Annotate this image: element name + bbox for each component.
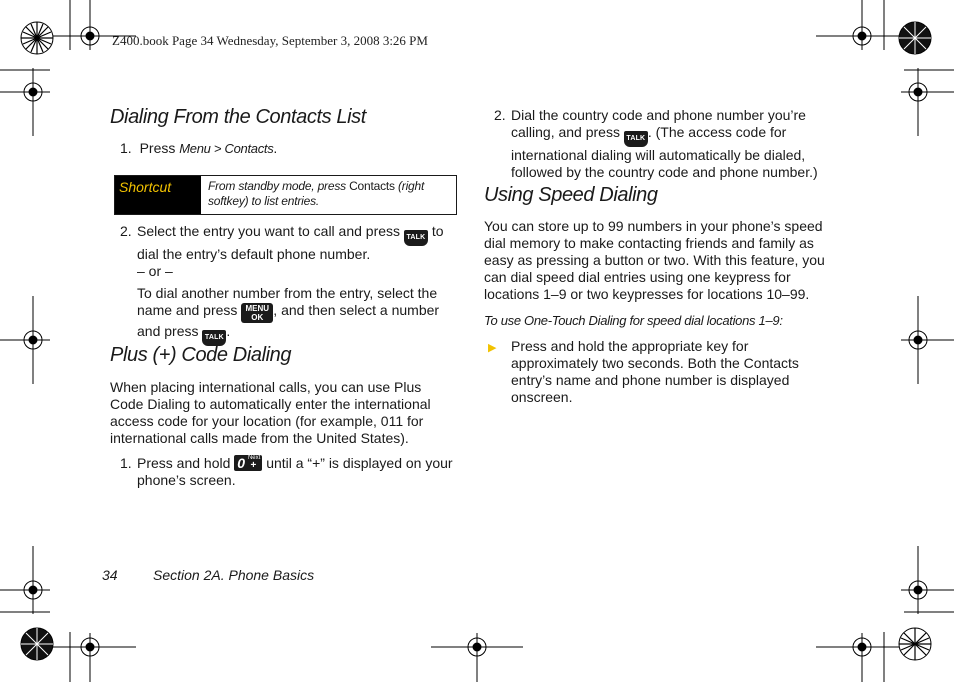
step-text-cont: to dial the entry’s default phone number. <box>137 223 444 262</box>
step-text: Select the entry you want to call and press <box>137 223 401 239</box>
step-number: 2. <box>120 223 132 239</box>
menu-key-line2: OK <box>251 313 264 322</box>
shortcut-contacts-word: Contacts <box>349 179 395 193</box>
step-text: Press <box>139 140 176 156</box>
plus-code-paragraph: When placing international calls, you can use Plus Code Dialing to automatically enter the international access code for your location (for example, 011 for international calls made from the United States). <box>110 379 431 446</box>
step-text-cont: until a “+” is displayed on your phone’s screen. <box>137 455 453 488</box>
step-text-cont: . (The access code for international dialing will automatically be dialed, followed by the country code and phone number.) <box>511 124 818 180</box>
speed-dial-paragraph: You can store up to 99 numbers in your phone’s speed dial memory to make contacting friends and family as easy as pressing a button or two. With this feature, you can dial speed dial entries using one keypress for locations 1–9 or two keypresses for locations 10–99. <box>484 218 825 302</box>
plus-step-1 <box>120 455 460 489</box>
zero-digit: 0 <box>237 455 246 471</box>
alt-text-part1: To dial another number from the entry, select the name and press <box>137 285 438 318</box>
bullet-text: Press and hold the appropriate key for approximately two seconds. Both the Contacts entry’s name and phone number is displayed onscreen. <box>511 338 799 405</box>
shortcut-table <box>114 175 457 215</box>
menu-path: Menu > Contacts <box>179 141 274 156</box>
step-text: Press and hold <box>137 455 231 471</box>
alt-text-end: . <box>226 323 231 339</box>
step-number: 1. <box>120 455 132 471</box>
step-2-select-entry <box>120 223 460 263</box>
section-title-plus-code: Plus (+) Code Dialing <box>110 344 292 366</box>
or-separator: – or – <box>137 263 173 279</box>
step-text: Dial the country code and phone number you’re calling, and press <box>511 107 806 140</box>
step-number: 1. <box>120 140 132 156</box>
page-number: 34 <box>102 567 118 583</box>
shortcut-label: Shortcut <box>115 176 201 214</box>
step-end: . <box>273 140 278 156</box>
talk-key-icon: TALK <box>624 131 648 147</box>
next-label: Next <box>247 455 261 461</box>
menu-ok-key-icon <box>241 303 273 323</box>
footer-section-name: Section 2A. Phone Basics <box>153 567 315 583</box>
procedure-heading: To use One-Touch Dialing for speed dial locations 1–9: <box>484 313 783 328</box>
book-header-line: Z400.book Page 34 Wednesday, September 3, 2008 3:26 PM <box>112 33 428 48</box>
shortcut-text-part2: (right softkey) to list entries. <box>208 179 425 208</box>
bullet-arrow-icon: ▶ <box>488 342 497 354</box>
right-step-2-dial-country-code <box>494 107 834 181</box>
talk-key-icon: TALK <box>202 330 226 346</box>
section-title-dialing-contacts: Dialing From the Contacts List <box>110 106 366 128</box>
bullet-one-touch <box>488 338 828 406</box>
alt-text-part2: , and then select a number and press <box>137 302 440 339</box>
plus-sign: + <box>250 460 257 471</box>
shortcut-text <box>208 179 448 209</box>
alternate-dial-text <box>137 285 459 346</box>
shortcut-text-part1: From standby mode, press <box>208 179 346 193</box>
section-title-speed-dialing: Using Speed Dialing <box>484 184 658 206</box>
step-number: 2. <box>494 107 506 123</box>
talk-key-icon: TALK <box>404 230 428 246</box>
menu-key-line1: MENU <box>245 304 270 313</box>
zero-next-key-icon <box>234 455 262 471</box>
step-1-press-menu <box>120 140 460 157</box>
